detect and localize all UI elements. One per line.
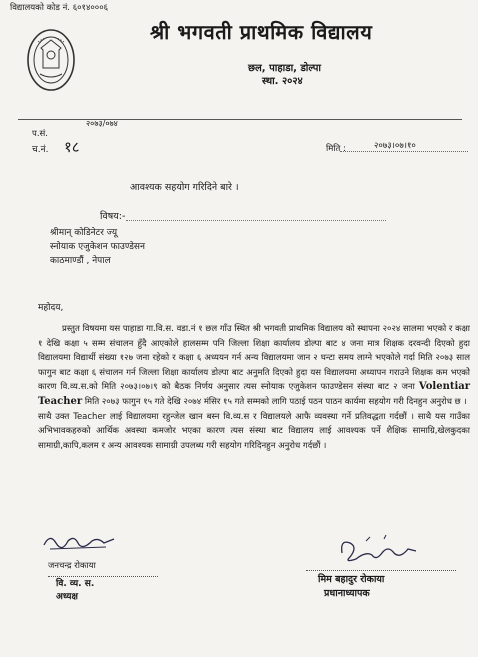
chairperson-name: जनचन्द्र रोकाया (48, 561, 96, 571)
salutation: महोदय, (38, 303, 64, 313)
subject-label: विषय:- (100, 211, 126, 222)
recipient-organization: स्नोयाक एजुकेशन फाउण्डेसन (50, 242, 146, 252)
subject-line: आवश्यक सहयोग गरिदिने बारे । (130, 182, 239, 193)
dispatch-number-label: च.नं. (32, 145, 49, 155)
school-established: स्था. २०२४ (262, 76, 303, 87)
recipient-block (50, 226, 350, 268)
subject-underline (126, 208, 386, 221)
letter-body (38, 322, 470, 453)
headmaster-title: प्रधानाध्यापक (324, 588, 370, 599)
body-paragraph-1-start: प्रस्तुत विषयमा यस पाहाडा गा.वि.स. वडा.नं १ छल गाँउ स्थित श्री भगवती प्राथमिक विद्यालय को स्थापना २०२४ सालमा भएको र कक्षा १ देखि कक्षा ५ सम्म संचालन हुँदै आएकोले हालसम्म पनि जिल्ला शिक्षा कार्यालय डोल्पा बाट ४ जना मात्र शिक्षक दरवन्दी दिएको हुदा विद्यालयमा विद्यार्थी संख्या १२७ जना रहेको र कक्षा ६ अध्ययन गर्न अन्य विद्यालयमा जान २ घन्टा समय लाग्ने भएकोले गर्दा मिति २०७३ साल फागुन बाट कक्षा ६ संचालन गर्न जिल्ला शिक्षा कार्यालय डोल्पा बाट अनुमति दिएको हुदा यस विद्यालयमा अध्यापन गराउने शिक्षक कम भएकोे कारण वि.व्य.स.को मिति २०७३।०७।९ को बैठक निर्णय अनुसार त्यस स्नोयाक एजुकेशन फाउण्डेसन संस्था बाट २ जना (38, 324, 470, 393)
headmaster-name: मिम बहादुर रोकाया (318, 574, 385, 585)
date-label: मिति : (326, 144, 346, 154)
right-signature-icon (336, 533, 420, 567)
chairperson-title (56, 578, 146, 604)
left-signature-icon (40, 529, 120, 553)
committee-label: वि. व्य. स. (56, 579, 95, 589)
chairperson-sign-line (48, 576, 158, 577)
chairperson-role: अध्यक्ष (56, 592, 78, 602)
recipient-location: काठमाण्डौं , नेपाल (50, 256, 111, 266)
headmaster-sign-line (306, 570, 456, 571)
date-value: २०७३।०७।१० (374, 141, 416, 151)
body-paragraph-1 (38, 322, 470, 410)
letter-number-label: प.सं. (32, 129, 48, 139)
school-seal-icon (26, 28, 76, 92)
school-name: श्री भगवती प्राथमिक विद्यालय (150, 20, 373, 44)
school-address: छल, पाहाडा, डोल्पा (248, 63, 321, 74)
header-divider (18, 119, 462, 120)
body-paragraph-1-end: मिति २०७३ फागुन १५ गते देखि २०७४ मंसिर १५ गते सम्मको लागि पठाई पठन पाठन कार्यमा सहयोग गरी दिनहुन अनुरोध छ । (84, 396, 467, 407)
fiscal-year: २०७३/०७४ (86, 119, 118, 128)
volunteer-teacher-text: Volentiar Teacher (38, 381, 471, 407)
dispatch-number: १८ (64, 138, 80, 156)
recipient-title: श्रीमान् कोडिनेटर ज्यू (50, 228, 118, 238)
school-code: विद्यालयको कोड नं. ६०१४०००६ (10, 3, 109, 13)
body-paragraph-2: साथै उक्त Teacher लाई विद्यालयमा रहुन्जेल खान बस्न वि.व्य.स र विद्यालयले आफै व्यवस्था गर्ने प्रतिवद्धता गर्दछौं । साथै यस गाउँका अभिभावकहरुको आर्थिक अवस्था कमजोर भएका कारण त्यस संस्था बाट विद्यालय लाई आवश्यक पर्ने शैक्षिक सामाग्रि,खेलकुदका सामाग्री,कापि,कलम र अन्य आवश्यक सामाग्री उपलब्ध गरी सहयोग गरिदिनहुन अनुरोध गर्दछौं । (38, 411, 470, 451)
